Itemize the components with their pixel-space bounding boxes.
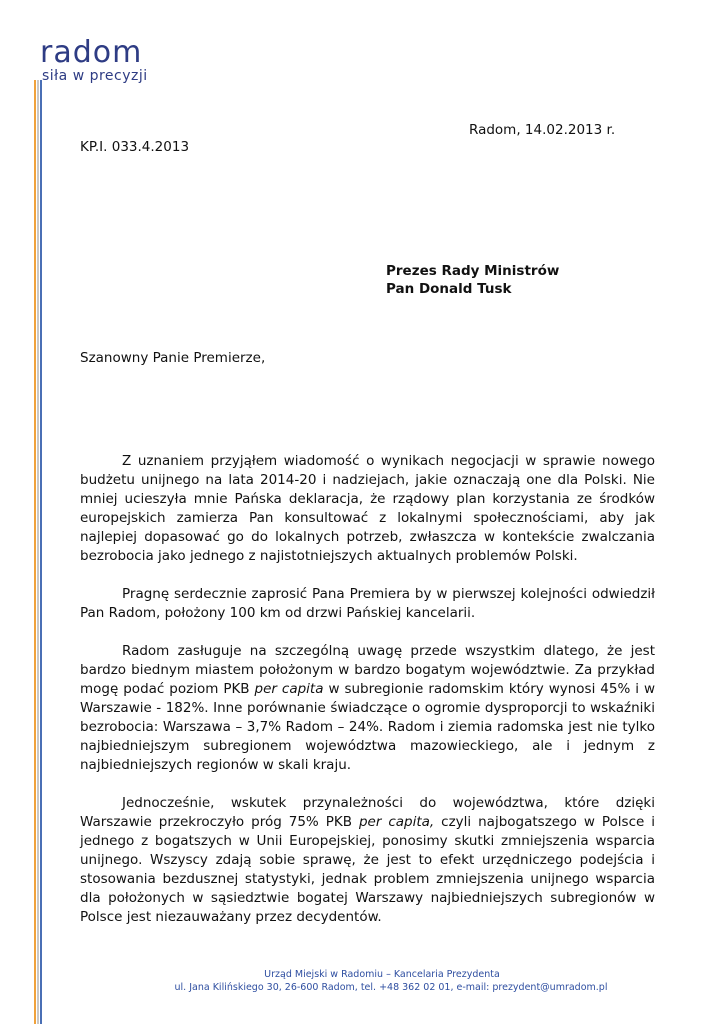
orange-stripe (34, 80, 36, 1024)
decorative-side-stripes (34, 80, 44, 1024)
letter-date: Radom, 14.02.2013 r. (469, 122, 616, 138)
salutation: Szanowny Panie Premierze, (80, 350, 266, 366)
logo-tagline: siła w precyzji (42, 68, 148, 84)
letter-footer (0, 968, 724, 994)
paragraph-3 (80, 642, 655, 775)
paragraph-3-text-a: Radom zasługuje na szczególną uwagę przede wszystkim dlatego, że jest bardzo biednym miastem położonym w bardzo bogatym województwie. Za przykład mogę podać poziom PKB (80, 643, 655, 697)
paragraph-1: Z uznaniem przyjąłem wiadomość o wynikach negocjacji w sprawie nowego budżetu unijnego na lata 2014-20 i nadziejach, jakie oznaczają one dla Polski. Nie mniej ucieszyła mnie Pańska deklaracja, że rządowy plan korzystania ze środków europejskich zamierza Pan konsultować z lokalnymi społecznościami, aby jak najlepiej dopasować go do lokalnych potrzeb, zwłaszcza w kontekście zwalczania bezrobocia jako jednego z najistotniejszych aktualnych problemów Polski. (80, 453, 655, 564)
blue-stripe (40, 80, 42, 1024)
letter-body (80, 452, 655, 946)
paragraph-4-text-a: Jednocześnie, wskutek przynależności do województwa, które dzięki Warszawie przekroczyło próg 75% PKB (80, 795, 655, 830)
addressee-name: Pan Donald Tusk (386, 281, 512, 297)
addressee-block (386, 262, 559, 298)
paragraph-4-text-b: czyli najbogatszego w Polsce i jednego z bogatszych w Unii Europejskiej, ponosimy skutki zmniejszenia wsparcia unijnego. Wszyscy zdają sobie sprawę, że jest to efekt urzędniczego podejścia i stosowania bezdusznej statystyki, jednak problem zmniejszenia unijnego wsparcia dla położonych w sąsiedztwie bogatej Warszawy najbiedniejszych subregionów w Polsce jest niezauważany przez decydentów. (80, 814, 656, 925)
paragraph-2: Pragnę serdecznie zaprosić Pana Premiera by w pierwszej kolejności odwiedził Pan Radom, położony 100 km od drzwi Pańskiej kancelarii. (80, 586, 655, 621)
paragraph-3-italic: per capita (254, 681, 324, 697)
radom-logo (40, 35, 148, 84)
grey-stripe (37, 80, 39, 1024)
reference-number: KP.I. 033.4.2013 (80, 139, 190, 155)
footer-address: ul. Jana Kilińskiego 30, 26-600 Radom, tel. +48 362 02 01, e-mail: prezydent@umradom.pl (174, 982, 608, 993)
footer-office: Urząd Miejski w Radomiu – Kancelaria Prezydenta (264, 969, 500, 980)
paragraph-4 (80, 794, 655, 927)
logo-wordmark: radom (40, 35, 143, 70)
paragraph-4-italic: per capita, (358, 814, 435, 830)
addressee-title: Prezes Rady Ministrów (386, 263, 560, 279)
paragraph-3-text-b: w subregionie radomskim który wynosi 45% i w Warszawie - 182%. Inne porównanie świadczące o ogromie dysproporcji to wskaźniki bezrobocia: Warszawa – 3,7% Radom – 24%. Radom i ziemia radomska jest nie tylko najbiedniejszym subregionem województwa mazowieckiego, ale i jednym z najbiedniejszych regionów w skali kraju. (80, 681, 655, 773)
